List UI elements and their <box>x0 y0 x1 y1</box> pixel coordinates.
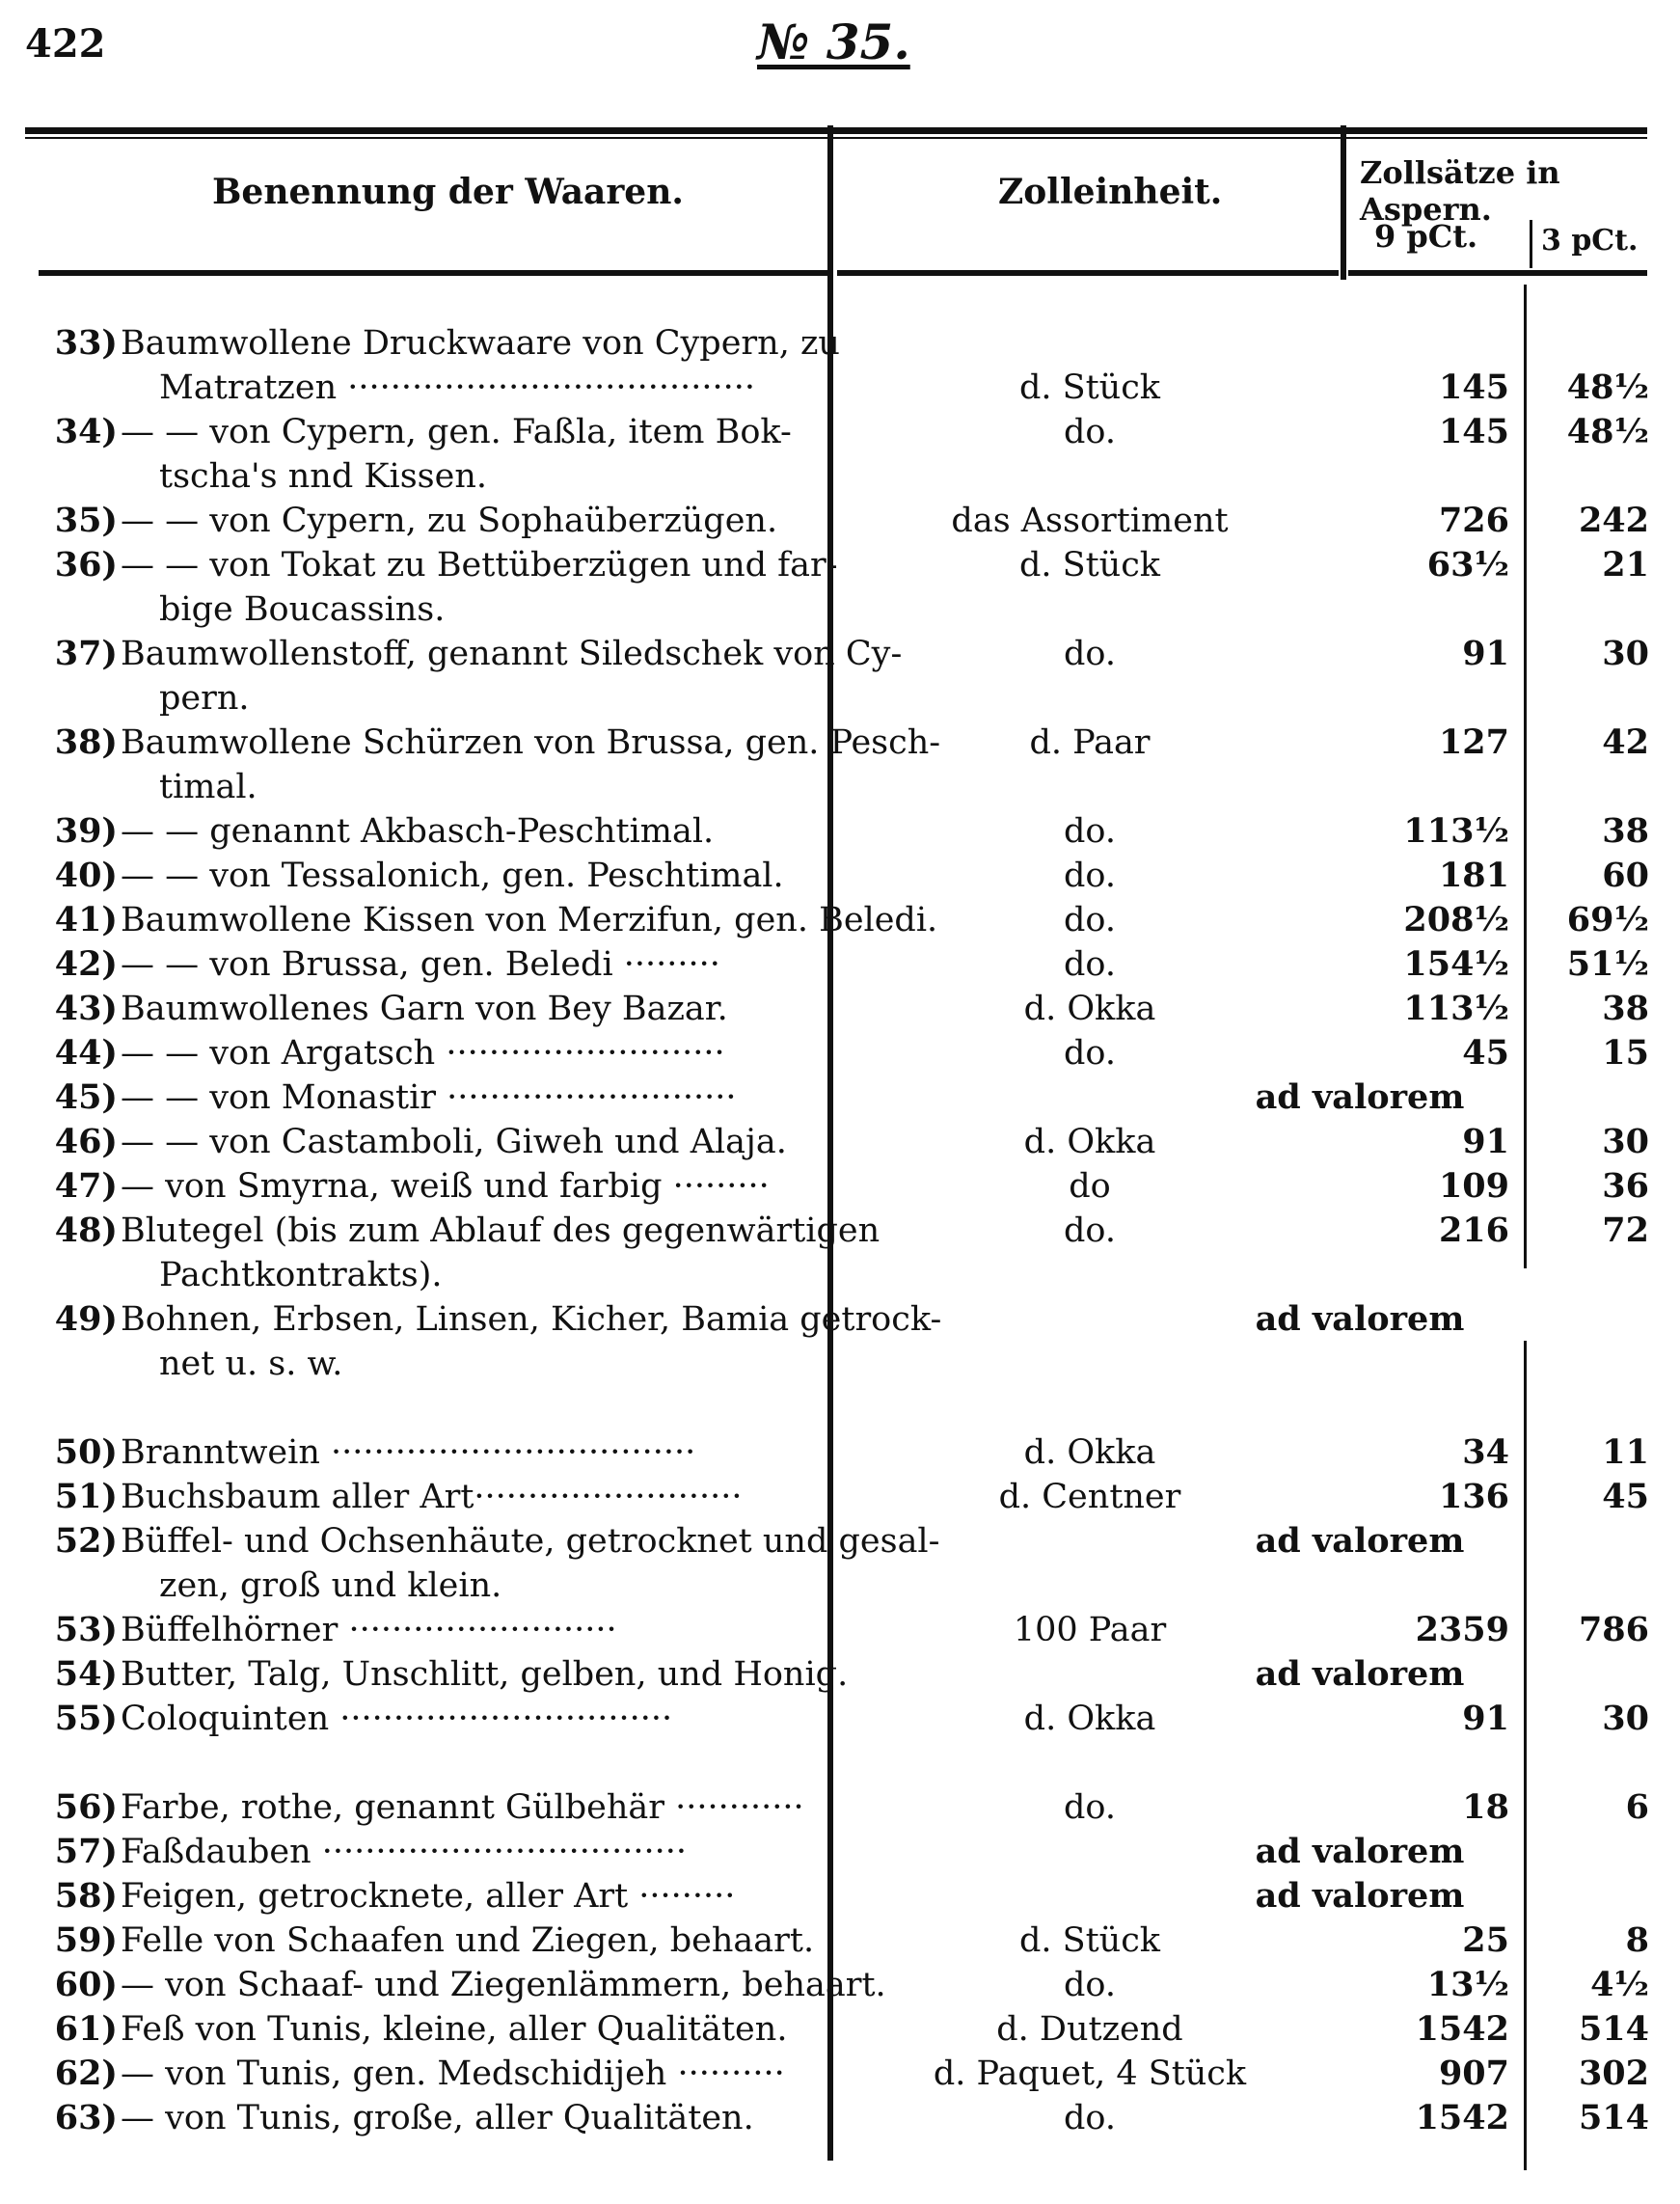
rate-9pct: 113½ <box>1403 989 1509 1028</box>
item-name: Bohnen, Erbsen, Linsen, Kicher, Bamia getrock- <box>121 1300 942 1339</box>
rate-3pct: 60 <box>1602 856 1649 895</box>
customs-unit: do. <box>1064 945 1116 984</box>
item-name: net u. s. w. <box>159 1345 343 1383</box>
item-name: — von Tunis, große, aller Qualitäten. <box>121 2099 754 2137</box>
item-name: — — von Cypern, gen. Faßla, item Bok- <box>121 413 792 451</box>
rate-3pct: 38 <box>1602 811 1649 851</box>
item-name: Büffel- und Ochsenhäute, getrocknet und gesal- <box>121 1522 940 1561</box>
item-number: 51) <box>54 1477 118 1516</box>
item-name: timal. <box>159 768 257 806</box>
rate-3pct: 69½ <box>1566 900 1649 939</box>
rate-9pct: 1542 <box>1415 2098 1509 2137</box>
item-number: 56) <box>54 1787 118 1827</box>
rate-9pct: 91 <box>1462 1122 1509 1161</box>
rate-9pct: 145 <box>1438 412 1509 451</box>
item-name: — — von Castamboli, Giweh und Alaja. <box>121 1123 787 1161</box>
top-rule <box>25 127 1647 134</box>
rate-3pct: 8 <box>1625 1920 1649 1960</box>
customs-unit: das Assortiment <box>951 502 1229 540</box>
customs-unit: do. <box>1064 1788 1116 1827</box>
rate-3pct: 38 <box>1602 989 1649 1028</box>
table-row <box>0 765 1680 809</box>
table-row <box>0 454 1680 499</box>
table-row <box>0 2052 1680 2096</box>
table-row <box>0 499 1680 543</box>
item-number: 59) <box>54 1920 118 1960</box>
table-row <box>0 2007 1680 2052</box>
rate-9pct: 91 <box>1462 1699 1509 1738</box>
item-name: — von Smyrna, weiß und farbig ········· <box>121 1167 770 1206</box>
table-row <box>0 1031 1680 1075</box>
item-number: 52) <box>54 1521 118 1561</box>
column-divider-rates-header <box>1530 220 1532 268</box>
rate-9pct: 113½ <box>1403 811 1509 851</box>
item-name: Baumwollenstoff, genannt Siledschek von Cy- <box>121 635 903 673</box>
item-number: 57) <box>54 1832 118 1871</box>
customs-unit: do. <box>1064 1211 1116 1250</box>
customs-unit: d. Okka <box>1023 990 1156 1028</box>
item-number: 50) <box>54 1432 118 1472</box>
rate-3pct: 51½ <box>1566 944 1649 984</box>
item-name: — — von Brussa, gen. Beledi ········· <box>121 945 720 984</box>
rate-9pct: 25 <box>1462 1920 1509 1960</box>
rate-9pct: 216 <box>1438 1211 1509 1250</box>
table-row <box>0 1253 1680 1297</box>
item-name: Baumwollene Kissen von Merzifun, gen. Beledi. <box>121 901 938 939</box>
item-name: Butter, Talg, Unschlitt, gelben, und Honig. <box>121 1655 849 1694</box>
table-row <box>0 987 1680 1031</box>
customs-unit: do. <box>1064 1034 1116 1073</box>
item-number: 48) <box>54 1211 118 1250</box>
item-name: Farbe, rothe, genannt Gülbehär ············ <box>121 1788 804 1827</box>
customs-unit: d. Centner <box>998 1478 1181 1516</box>
item-number: 39) <box>54 811 118 851</box>
rate-9pct: 127 <box>1438 722 1509 762</box>
rate-3pct: 45 <box>1602 1477 1649 1516</box>
document-number: № 35. <box>757 14 910 70</box>
item-number: 49) <box>54 1299 118 1339</box>
rate-9pct: 18 <box>1462 1787 1509 1827</box>
item-name: Büffelhörner ························· <box>121 1611 617 1649</box>
item-number: 53) <box>54 1610 118 1649</box>
ad-valorem-label: ad valorem <box>1255 1521 1465 1561</box>
table-row <box>0 543 1680 587</box>
item-name: — von Schaaf- und Ziegenlämmern, behaart. <box>121 1966 886 2004</box>
column-divider-unit-header <box>1341 125 1346 280</box>
item-name: pern. <box>159 679 250 718</box>
item-number: 58) <box>54 1876 118 1916</box>
table-row <box>0 1608 1680 1652</box>
table-row <box>0 632 1680 676</box>
customs-unit: d. Paquet, 4 Stück <box>933 2054 1247 2093</box>
header-rate-9pct: 9 pCt. <box>1374 218 1478 255</box>
table-row <box>0 1164 1680 1209</box>
item-number: 35) <box>54 501 118 540</box>
header-rule-left <box>39 270 829 276</box>
customs-unit: d. Paar <box>1029 723 1151 762</box>
rate-9pct: 34 <box>1462 1432 1509 1472</box>
table-row <box>0 587 1680 632</box>
item-number: 47) <box>54 1166 118 1206</box>
rate-9pct: 2359 <box>1415 1610 1509 1649</box>
table-row <box>0 1209 1680 1253</box>
item-number: 54) <box>54 1654 118 1694</box>
rate-3pct: 15 <box>1602 1033 1649 1073</box>
table-row <box>0 1519 1680 1564</box>
item-number: 62) <box>54 2054 118 2093</box>
table-row <box>0 1918 1680 1963</box>
rate-3pct: 48½ <box>1566 367 1649 407</box>
table-row <box>0 854 1680 898</box>
table-row <box>0 1386 1680 1430</box>
item-number: 34) <box>54 412 118 451</box>
customs-unit: do. <box>1064 1966 1116 2004</box>
item-name: — — von Tessalonich, gen. Peschtimal. <box>121 857 784 895</box>
rate-9pct: 63½ <box>1426 545 1509 585</box>
table-row <box>0 1475 1680 1519</box>
item-name: — von Tunis, gen. Medschidijeh ·········· <box>121 2054 785 2093</box>
item-name: Baumwollenes Garn von Bey Bazar. <box>121 990 728 1028</box>
item-number: 33) <box>54 323 118 363</box>
header-rule-right <box>1348 270 1647 276</box>
customs-unit: do. <box>1064 2099 1116 2137</box>
item-number: 60) <box>54 1965 118 2004</box>
item-name: Blutegel (bis zum Ablauf des gegenwärtigen <box>121 1211 881 1250</box>
item-name: Branntwein ·································· <box>121 1433 696 1472</box>
rate-9pct: 91 <box>1462 634 1509 673</box>
table-row <box>0 1342 1680 1386</box>
item-name: — — von Tokat zu Bettüberzügen und far- <box>121 546 838 585</box>
customs-unit: do. <box>1064 413 1116 451</box>
header-rates-column: Zollsätze in Aspern. <box>1360 154 1560 228</box>
customs-unit: d. Stück <box>1018 546 1161 585</box>
rate-9pct: 154½ <box>1403 944 1509 984</box>
item-name: Feigen, getrocknete, aller Art ········· <box>121 1877 736 1916</box>
customs-unit: d. Okka <box>1023 1700 1156 1738</box>
item-number: 38) <box>54 722 118 762</box>
page-number: 422 <box>25 21 106 67</box>
rate-9pct: 13½ <box>1426 1965 1509 2004</box>
ad-valorem-label: ad valorem <box>1255 1832 1465 1871</box>
table-row <box>0 1785 1680 1830</box>
item-number: 61) <box>54 2009 118 2049</box>
header-name-column: Benennung der Waaren. <box>212 172 684 212</box>
customs-unit: do. <box>1064 857 1116 895</box>
table-row <box>0 1963 1680 2007</box>
rate-9pct: 136 <box>1438 1477 1509 1516</box>
customs-unit: 100 Paar <box>1013 1611 1167 1649</box>
item-number: 37) <box>54 634 118 673</box>
rate-3pct: 30 <box>1602 634 1649 673</box>
item-name: Matratzen ······································ <box>159 368 756 407</box>
ad-valorem-label: ad valorem <box>1255 1654 1465 1694</box>
header-rule-middle <box>837 270 1339 276</box>
item-number: 42) <box>54 944 118 984</box>
rate-3pct: 11 <box>1602 1432 1649 1472</box>
customs-unit: do. <box>1064 812 1116 851</box>
table-row <box>0 942 1680 987</box>
rate-3pct: 21 <box>1602 545 1649 585</box>
customs-unit: d. Stück <box>1018 368 1161 407</box>
customs-unit: d. Dutzend <box>996 2010 1183 2049</box>
ad-valorem-label: ad valorem <box>1255 1077 1465 1117</box>
table-row <box>0 1430 1680 1475</box>
item-number: 45) <box>54 1077 118 1117</box>
table-row <box>0 1075 1680 1120</box>
item-number: 43) <box>54 989 118 1028</box>
item-number: 40) <box>54 856 118 895</box>
rate-3pct: 30 <box>1602 1699 1649 1738</box>
rate-3pct: 6 <box>1625 1787 1649 1827</box>
item-name: zen, groß und klein. <box>159 1566 502 1605</box>
rate-3pct: 514 <box>1578 2009 1649 2049</box>
item-name: — — genannt Akbasch-Peschtimal. <box>121 812 715 851</box>
item-name: — — von Monastir ··························· <box>121 1078 737 1117</box>
rate-9pct: 208½ <box>1403 900 1509 939</box>
item-name: bige Boucassins. <box>159 590 446 629</box>
table-row <box>0 2096 1680 2140</box>
rate-9pct: 145 <box>1438 367 1509 407</box>
table-row <box>0 366 1680 410</box>
rate-3pct: 302 <box>1578 2054 1649 2093</box>
rate-3pct: 42 <box>1602 722 1649 762</box>
customs-unit: do <box>1069 1167 1111 1206</box>
header-unit-column: Zolleinheit. <box>998 172 1223 212</box>
item-name: Feß von Tunis, kleine, aller Qualitäten. <box>121 2010 788 2049</box>
customs-unit: d. Okka <box>1023 1433 1156 1472</box>
rate-3pct: 4½ <box>1590 1965 1649 2004</box>
customs-unit: d. Okka <box>1023 1123 1156 1161</box>
rate-9pct: 45 <box>1462 1033 1509 1073</box>
item-name: Felle von Schaafen und Ziegen, behaart. <box>121 1921 815 1960</box>
table-row <box>0 898 1680 942</box>
item-number: 55) <box>54 1699 118 1738</box>
table-row <box>0 1830 1680 1874</box>
rate-9pct: 109 <box>1438 1166 1509 1206</box>
item-number: 44) <box>54 1033 118 1073</box>
item-name: Faßdauben ·································· <box>121 1833 688 1871</box>
header-rate-3pct: 3 pCt. <box>1541 224 1639 258</box>
table-row <box>0 1741 1680 1785</box>
table-row <box>0 1120 1680 1164</box>
table-row <box>0 410 1680 454</box>
item-name: — — von Argatsch ·························· <box>121 1034 725 1073</box>
customs-unit: do. <box>1064 635 1116 673</box>
ad-valorem-label: ad valorem <box>1255 1876 1465 1916</box>
rate-3pct: 242 <box>1578 501 1649 540</box>
rate-3pct: 48½ <box>1566 412 1649 451</box>
ad-valorem-label: ad valorem <box>1255 1299 1465 1339</box>
item-number: 36) <box>54 545 118 585</box>
rate-3pct: 786 <box>1578 1610 1649 1649</box>
item-number: 46) <box>54 1122 118 1161</box>
item-name: Coloquinten ······························· <box>121 1700 673 1738</box>
table-row <box>0 1697 1680 1741</box>
rate-9pct: 181 <box>1438 856 1509 895</box>
item-name: Baumwollene Druckwaare von Cypern, zu <box>121 324 840 363</box>
table-row <box>0 1297 1680 1342</box>
item-name: tscha's nnd Kissen. <box>159 457 488 496</box>
table-row <box>0 321 1680 366</box>
rate-3pct: 514 <box>1578 2098 1649 2137</box>
rate-9pct: 907 <box>1438 2054 1509 2093</box>
rate-3pct: 72 <box>1602 1211 1649 1250</box>
item-number: 63) <box>54 2098 118 2137</box>
table-row <box>0 809 1680 854</box>
item-name: — — von Cypern, zu Sophaüberzügen. <box>121 502 778 540</box>
rate-9pct: 1542 <box>1415 2009 1509 2049</box>
item-number: 41) <box>54 900 118 939</box>
rate-9pct: 726 <box>1438 501 1509 540</box>
rate-3pct: 36 <box>1602 1166 1649 1206</box>
item-name: Baumwollene Schürzen von Brussa, gen. Pesch- <box>121 723 941 762</box>
table-row <box>0 1564 1680 1608</box>
customs-unit: d. Stück <box>1018 1921 1161 1960</box>
top-rule-thin <box>25 137 1647 139</box>
table-row <box>0 1652 1680 1697</box>
rate-3pct: 30 <box>1602 1122 1649 1161</box>
item-name: Pachtkontrakts). <box>159 1256 443 1294</box>
customs-unit: do. <box>1064 901 1116 939</box>
table-row <box>0 676 1680 721</box>
table-row <box>0 721 1680 765</box>
table-row <box>0 1874 1680 1918</box>
item-name: Buchsbaum aller Art························· <box>121 1478 743 1516</box>
